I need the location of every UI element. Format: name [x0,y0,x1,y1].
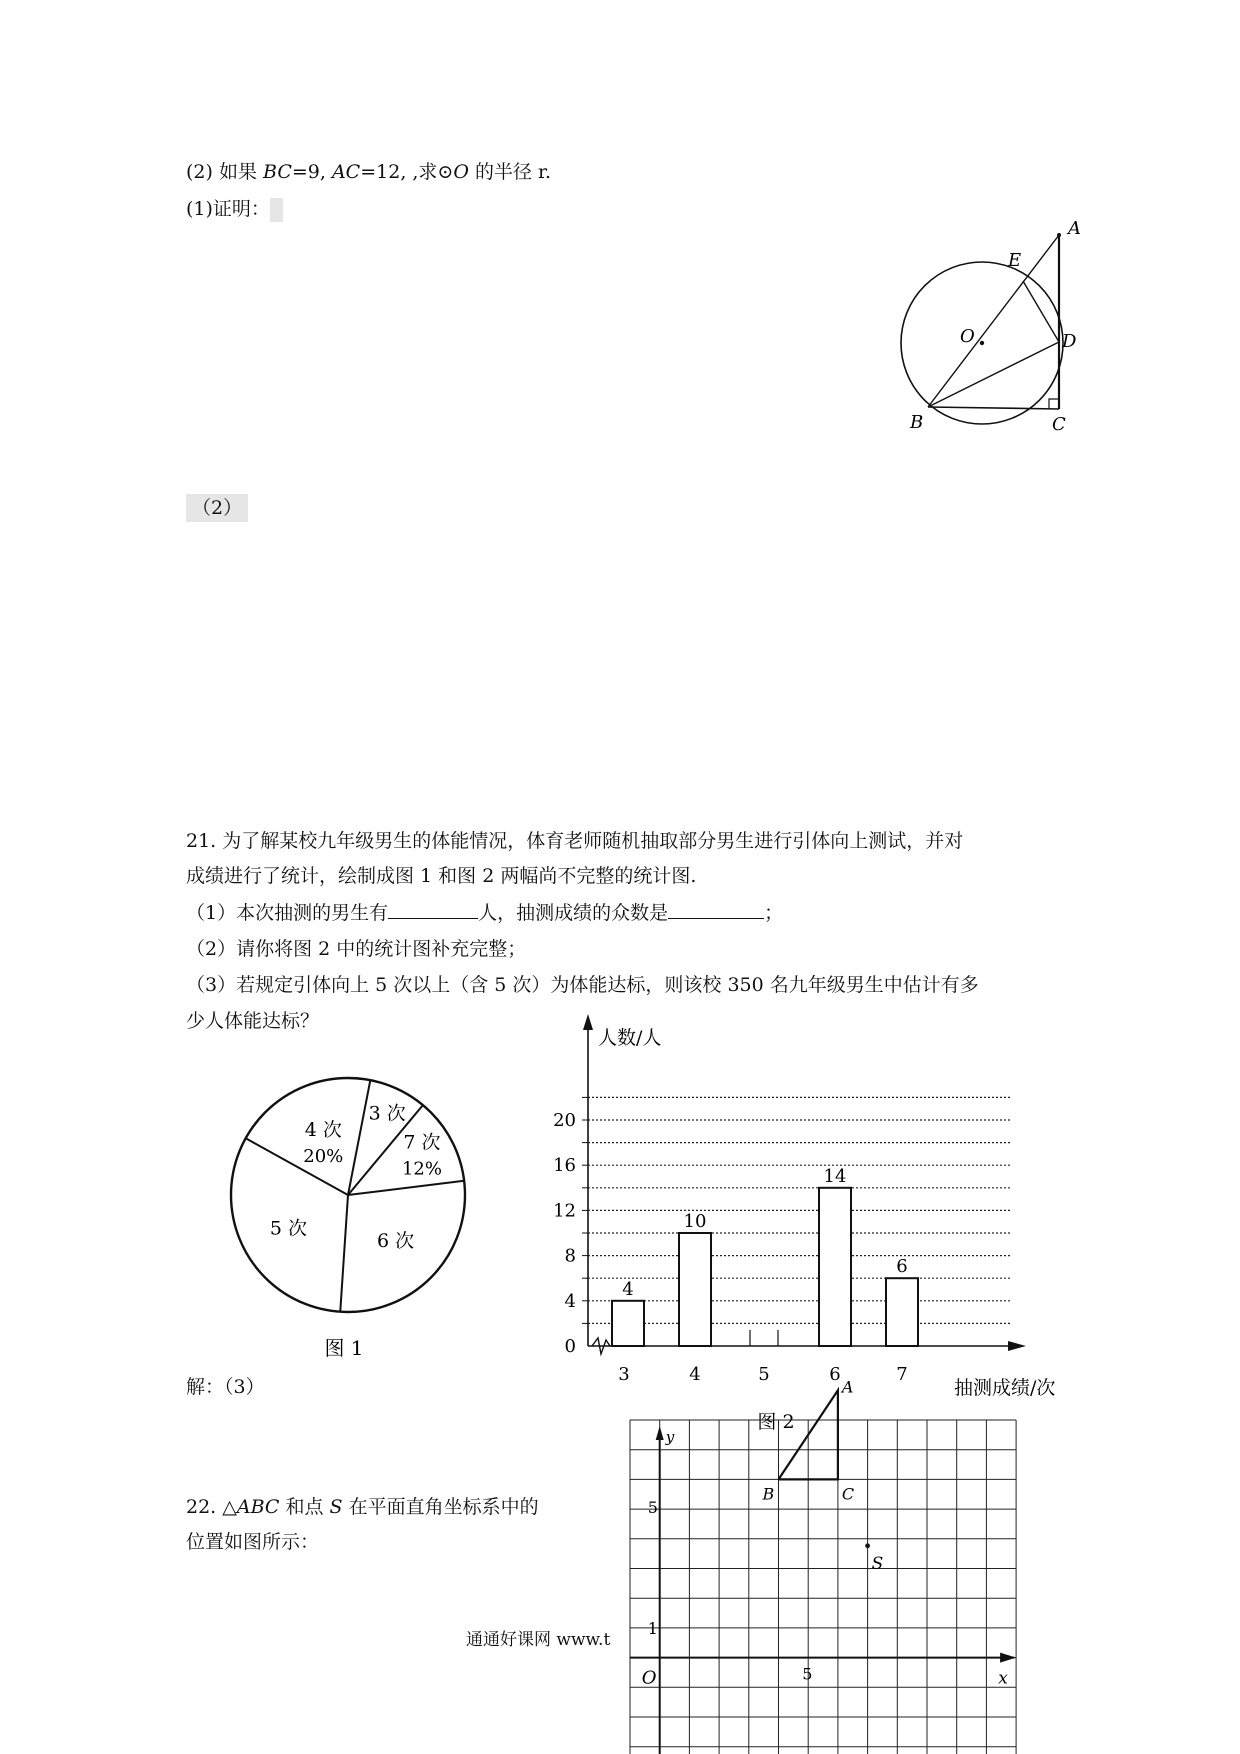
sub1-c: ； [764,902,784,924]
point-o [980,341,984,345]
y-tick-label: 4 [564,1290,576,1312]
label-b: B [910,412,924,433]
x-tick-label: 5 [758,1364,770,1385]
y-tick-label: 16 [553,1155,576,1177]
segment-bc [928,407,1059,409]
q20-bc-val: =9, [291,161,332,183]
grid-y5-label: 5 [647,1498,658,1518]
grid-x5-label: 5 [802,1664,813,1684]
segment-bd [928,342,1059,407]
bar-chart-title: 图 2 [757,1411,795,1433]
y-axis-arrow [583,1014,593,1030]
grid-y1-label: 1 [647,1618,658,1638]
pie-slice-label: 3 次 [368,1102,406,1125]
right-angle-mark [1049,399,1059,409]
y-tick-label: 20 [553,1110,576,1131]
proof-label-text: (1)证明： [186,198,270,220]
x-tick-label: 4 [689,1364,701,1385]
label-d: D [1062,331,1077,352]
pie-chart [220,1065,480,1365]
q21-sub2: （2）请你将图 2 中的统计图补充完整； [186,938,527,960]
q20-circle-figure [880,210,1100,440]
q22-end: 在平面直角坐标系中的 [342,1496,539,1518]
proof-answer-area[interactable] [270,198,283,222]
pie-slice-boundary [348,1181,464,1195]
q20-ac-val: =12, ,求⊙ [360,161,454,183]
sub1-b: 人，抽测成绩的众数是 [478,902,669,924]
q22-mid: 和点 [279,1496,330,1518]
q21-answer: 解：（3） [186,1376,265,1398]
x-axis-arrow [1008,1341,1026,1351]
grid-y-arrow [656,1426,664,1440]
label-a: A [1068,218,1081,239]
q21-sub3-b: 少人体能达标？ [186,1010,320,1032]
q20-o: O [453,161,469,183]
q20-ac: AC [331,161,361,183]
q20-part2-label[interactable]: （2） [186,494,248,522]
blank-mode[interactable] [668,900,764,919]
q22-num: 22. △ [186,1496,237,1518]
bar [819,1188,851,1346]
q21-line2: 成绩进行了统计，绘制成图 1 和图 2 两幅尚不完整的统计图. [186,865,697,887]
q21-sub3-a: （3）若规定引体向上 5 次以上（含 5 次）为体能达标，则该校 350 名九年级男生中估计有多 [186,974,979,996]
q20-part2-prefix: (2) 如果 [186,161,263,183]
y-tick-label: 12 [553,1200,576,1222]
y-tick-label: 0 [564,1336,576,1357]
pie-slice-boundary [348,1080,370,1195]
bar-value-label: 14 [823,1165,847,1187]
bar-chart [540,1000,1080,1440]
point-a [1057,233,1061,237]
pie-title: 图 1 [324,1336,364,1360]
grid-y-label: y [665,1428,675,1446]
q22-line1 [186,1495,539,1519]
grid-label-c: C [841,1484,855,1504]
label-e: E [1008,250,1022,271]
segment-ba [928,235,1059,407]
y-tick-label: 8 [564,1245,576,1267]
q20-bc: BC [263,161,292,183]
bar [679,1233,711,1346]
q20-proof-label [186,197,283,222]
bar [886,1278,918,1346]
q22-abc: ABC [236,1496,280,1518]
bar-value-label: 10 [683,1211,707,1232]
pie-slice-label: 7 次 [403,1131,441,1154]
x-axis-label: 抽测成绩/次 [954,1377,1056,1399]
x-tick-label: 6 [829,1364,841,1385]
pie-slice-boundary [340,1195,348,1312]
watermark: 通通好课网 www.t [466,1630,611,1650]
q20-part2-suffix: 的半径 r. [468,161,552,183]
q21-sub1 [186,900,783,925]
pie-slice-percent: 20% [303,1145,344,1167]
grid-label-a: A [841,1377,854,1397]
q22-s: S [329,1496,343,1518]
grid-origin-label: O [641,1667,657,1689]
sub1-a: （1）本次抽测的男生有 [186,902,389,924]
x-tick-label: 3 [618,1364,630,1385]
y-axis-label: 人数/人 [598,1027,662,1049]
pie-slice-percent: 12% [401,1158,442,1180]
label-o: O [960,326,975,347]
bar-value-label: 4 [622,1278,634,1300]
blank-count[interactable] [388,900,478,919]
grid-label-s: S [871,1553,884,1574]
bar-value-label: 6 [896,1256,908,1278]
label-c: C [1052,414,1066,435]
q21-line1: 21. 为了解某校九年级男生的体能情况，体育老师随机抽取部分男生进行引体向上测试，并对 [186,830,964,852]
grid-label-b: B [762,1484,775,1504]
grid-x-label: x [998,1668,1008,1689]
q22-line2: 位置如图所示： [186,1531,320,1553]
grid-x-arrow [1000,1653,1016,1663]
q20-part2-question [186,160,551,184]
pie-slice-label: 6 次 [377,1230,415,1253]
x-tick-label: 7 [896,1364,908,1385]
grid-point-s [865,1543,870,1548]
bar [612,1301,644,1346]
pie-slice-label: 5 次 [269,1217,307,1240]
pie-slice-label: 4 次 [304,1118,342,1141]
segment-ed [1023,281,1059,342]
